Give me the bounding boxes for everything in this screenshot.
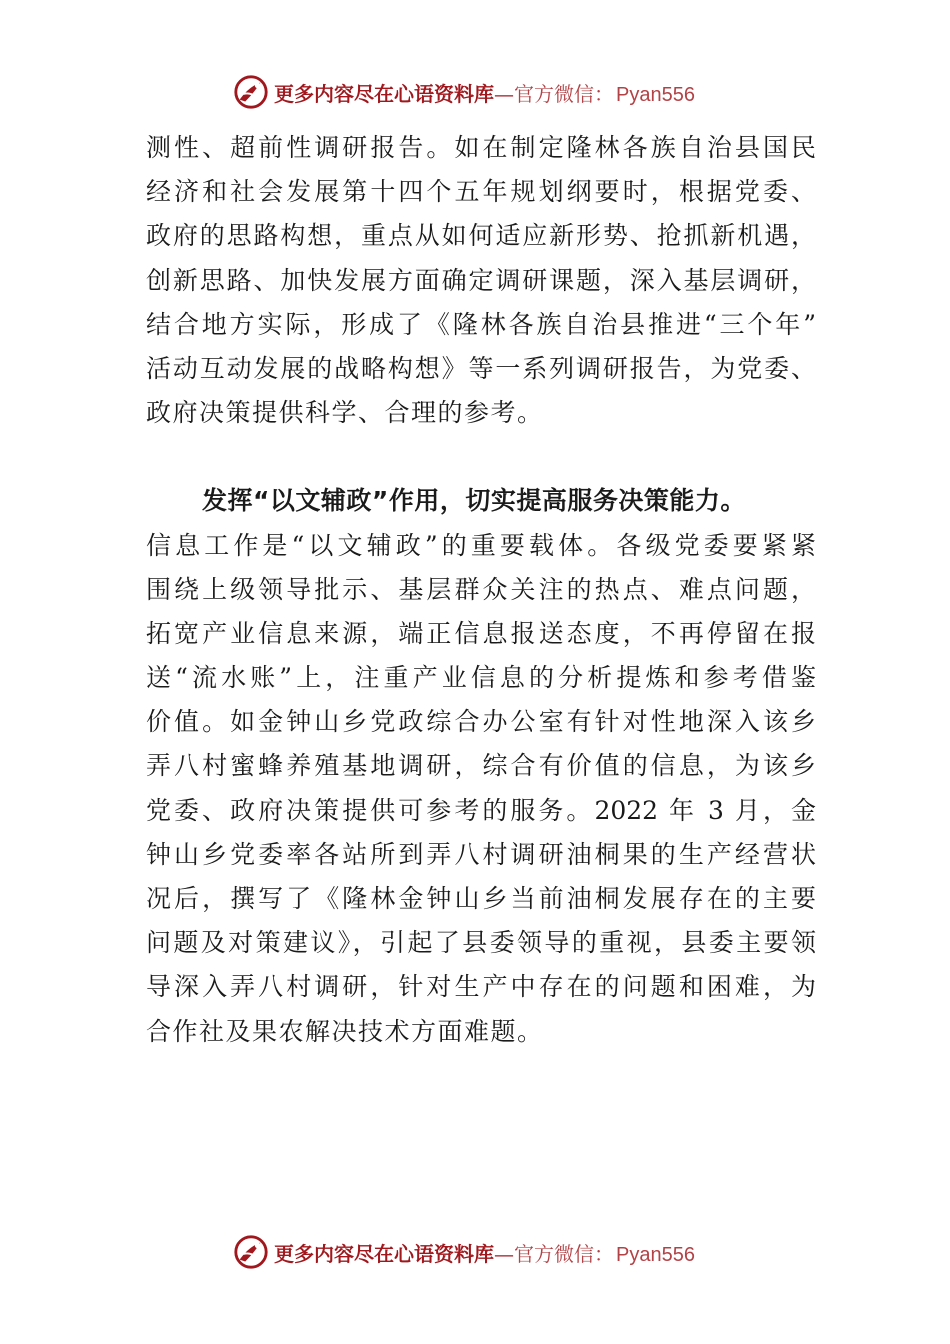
watermark-wechat-id: Pyan556 bbox=[616, 1243, 695, 1266]
watermark-site-name: 更多内容尽在心语资料库 bbox=[274, 1241, 494, 1266]
watermark-site-name: 更多内容尽在心语资料库 bbox=[274, 81, 494, 106]
paragraph-line: 导深入弄八村调研，针对生产中存在的问题和困难，为 bbox=[146, 972, 816, 1002]
watermark-dash: — bbox=[494, 1241, 514, 1266]
watermark-wechat-label: 官方微信： bbox=[514, 81, 614, 106]
watermark-dash: — bbox=[494, 81, 514, 106]
paragraph-line: 钟山乡党委率各站所到弄八村调研油桐果的生产经营状 bbox=[146, 839, 816, 869]
paragraph-line: 结合地方实际，形成了《隆林各族自治县推进“三个年” bbox=[146, 309, 816, 339]
paragraph-line: 经济和社会发展第十四个五年规划纲要时，根据党委、 bbox=[146, 177, 816, 207]
paragraph-line-last: 合作社及果农解决技术方面难题。 bbox=[146, 1016, 544, 1046]
paragraph-line: 送“流水账”上，注重产业信息的分析提炼和参考借鉴 bbox=[146, 663, 816, 693]
header-watermark bbox=[232, 72, 732, 112]
paragraph-line: 价值。如金钟山乡党政综合办公室有针对性地深入该乡 bbox=[146, 707, 816, 737]
flower-logo-icon bbox=[232, 73, 270, 111]
flower-logo-icon bbox=[232, 1233, 270, 1271]
paragraph-line: 弄八村蜜蜂养殖基地调研，综合有价值的信息，为该乡 bbox=[146, 751, 816, 781]
paragraph-line: 党委、政府决策提供可参考的服务。2022 年 3 月，金 bbox=[146, 795, 816, 825]
paragraph-line-last: 政府决策提供科学、合理的参考。 bbox=[146, 398, 544, 428]
section-heading: 发挥“以文辅政”作用，切实提高服务决策能力。 bbox=[202, 486, 746, 516]
paragraph-line: 围绕上级领导批示、基层群众关注的热点、难点问题， bbox=[146, 574, 816, 604]
paragraph-line: 测性、超前性调研报告。如在制定隆林各族自治县国民 bbox=[146, 133, 816, 162]
paragraph-spacer bbox=[146, 435, 816, 479]
paragraph-line: 问题及对策建议》，引起了县委领导的重视，县委主要领 bbox=[146, 928, 816, 958]
watermark-text bbox=[274, 78, 695, 107]
paragraph-line: 信息工作是“以文辅政”的重要载体。各级党委要紧紧 bbox=[146, 530, 816, 560]
paragraph-line: 况后，撰写了《隆林金钟山乡当前油桐发展存在的主要 bbox=[146, 884, 816, 913]
document-body bbox=[146, 126, 816, 1054]
paragraph-line: 拓宽产业信息来源，端正信息报送态度，不再停留在报 bbox=[146, 618, 816, 648]
watermark-wechat-label: 官方微信： bbox=[514, 1241, 614, 1266]
footer-watermark bbox=[232, 1232, 732, 1272]
watermark-wechat-id: Pyan556 bbox=[616, 83, 695, 106]
paragraph-line: 创新思路、加快发展方面确定调研课题，深入基层调研， bbox=[146, 265, 816, 295]
watermark-text bbox=[274, 1238, 695, 1267]
paragraph-line: 活动互动发展的战略构想》等一系列调研报告，为党委、 bbox=[146, 353, 816, 383]
paragraph-line: 政府的思路构想，重点从如何适应新形势、抢抓新机遇， bbox=[146, 221, 816, 251]
